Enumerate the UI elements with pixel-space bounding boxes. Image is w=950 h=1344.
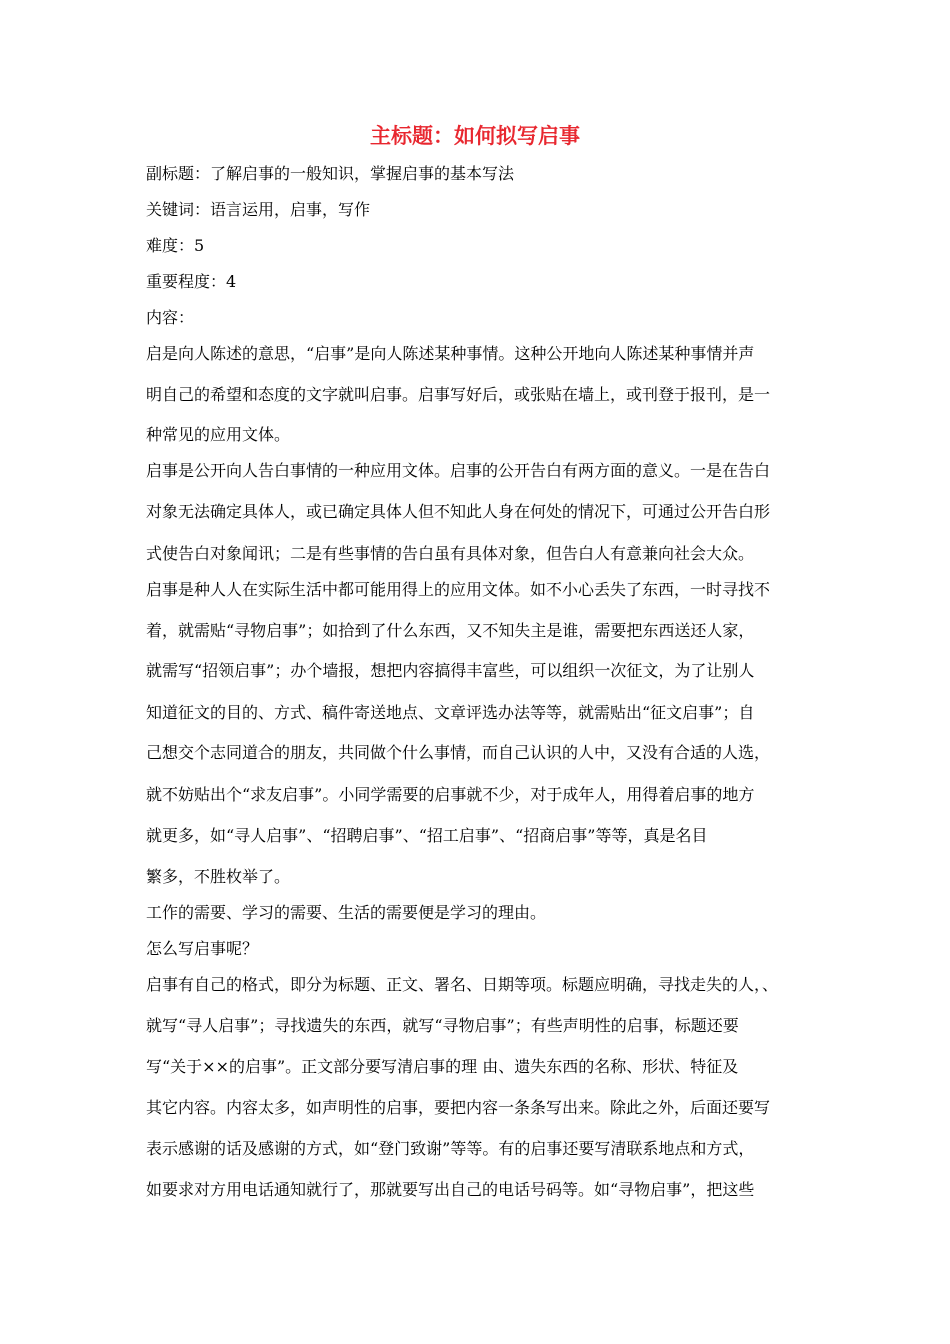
body-line: 就写“寻人启事”；寻找遗失的东西，就写“寻物启事”；有些声明性的启事，标题还要 <box>146 1016 739 1035</box>
body-line: 式使告白对象闻讯；二是有些事情的告白虽有具体对象，但告白人有意兼向社会大众。 <box>146 544 755 563</box>
body-line: 启事有自己的格式，即分为标题、正文、署名、日期等项。标题应明确，寻找走失的人，、 <box>146 975 779 994</box>
body-line: 种常见的应用文体。 <box>146 425 291 444</box>
body-line: 表示感谢的话及感谢的方式，如“登门致谢”等等。有的启事还要写清联系地点和方式， <box>146 1139 755 1158</box>
body-line: 其它内容。内容太多，如声明性的启事，要把内容一条条写出来。除此之外，后面还要写 <box>146 1098 771 1117</box>
subtitle-line: 副标题：了解启事的一般知识，掌握启事的基本写法 <box>146 164 515 183</box>
importance-line: 重要程度：4 <box>146 272 237 291</box>
body-line: 启事是种人人在实际生活中都可能用得上的应用文体。如不小心丢失了东西，一时寻找不 <box>146 580 771 599</box>
body-line: 明自己的希望和态度的文字就叫启事。启事写好后，或张贴在墙上，或刊登于报刊，是一 <box>146 385 771 404</box>
body-line: 写“关于××的启事”。正文部分要写清启事的理 由、遗失东西的名称、形状、特征及 <box>146 1057 739 1076</box>
body-line: 启事是公开向人告白事情的一种应用文体。启事的公开告白有两方面的意义。一是在告白 <box>146 461 771 480</box>
body-line: 己想交个志同道合的朋友，共同做个什么事情，而自己认识的人中，又没有合适的人选， <box>146 743 771 762</box>
body-line: 怎么写启事呢？ <box>146 939 259 958</box>
body-line: 就需写“招领启事”；办个墙报，想把内容搞得丰富些，可以组织一次征文，为了让别人 <box>146 661 755 680</box>
keywords-line: 关键词：语言运用，启事，写作 <box>146 200 371 219</box>
body-line: 如要求对方用电话通知就行了，那就要写出自己的电话号码等。如“寻物启事”，把这些 <box>146 1180 755 1199</box>
content-label: 内容： <box>146 308 195 327</box>
body-line: 着，就需贴“寻物启事”；如拾到了什么东西，又不知失主是谁，需要把东西送还人家， <box>146 621 755 640</box>
body-line: 知道征文的目的、方式、稿件寄送地点、文章评选办法等等，就需贴出“征文启事”；自 <box>146 703 755 722</box>
body-line: 启是向人陈述的意思，“启事”是向人陈述某种事情。这种公开地向人陈述某种事情并声 <box>146 344 755 363</box>
body-line: 繁多，不胜枚举了。 <box>146 867 291 886</box>
body-line: 对象无法确定具体人，或已确定具体人但不知此人身在何处的情况下，可通过公开告白形 <box>146 502 771 521</box>
body-line: 就更多，如“寻人启事”、“招聘启事”、“招工启事”、“招商启事”等等，真是名目 <box>146 826 708 845</box>
difficulty-line: 难度：5 <box>146 236 205 255</box>
page-title: 主标题：如何拟写启事 <box>370 124 580 148</box>
body-line: 就不妨贴出个“求友启事”。小同学需要的启事就不少，对于成年人，用得着启事的地方 <box>146 785 755 804</box>
body-line: 工作的需要、学习的需要、生活的需要便是学习的理由。 <box>146 903 547 922</box>
